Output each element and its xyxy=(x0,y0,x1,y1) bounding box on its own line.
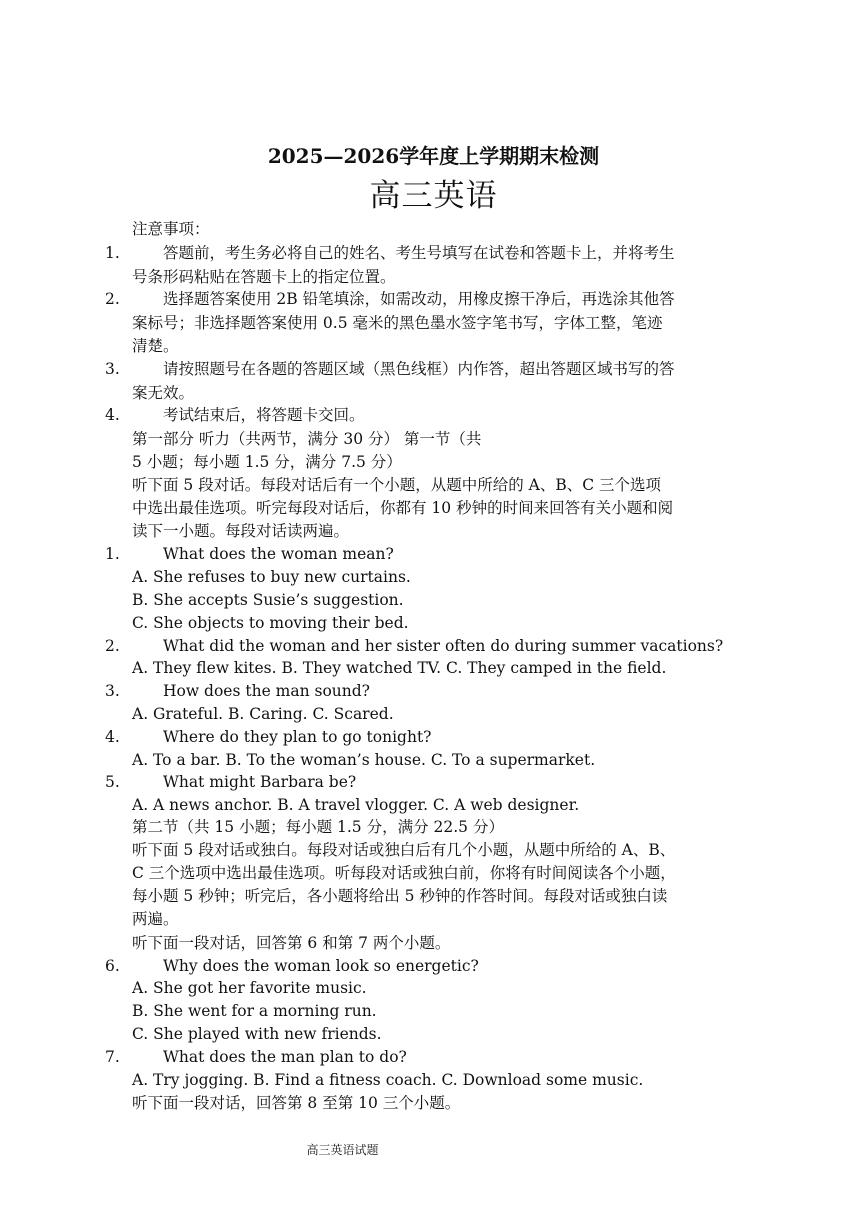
notice-line: 答题前，考生务必将自己的姓名、考生号填写在试卷和答题卡上，并将考生 xyxy=(163,244,675,262)
question-number: 4. xyxy=(105,728,120,746)
question-text: What does the woman mean? xyxy=(163,545,394,563)
question-option: A. Grateful. B. Caring. C. Scared. xyxy=(132,705,394,723)
part1-intro: 中选出最佳选项。听完每段对话后，你都有 10 秒钟的时间来回答有关小题和阅 xyxy=(132,499,674,517)
notice-number: 3. xyxy=(105,360,120,378)
notice-number: 4. xyxy=(105,406,120,424)
part1-intro: 听下面 5 段对话。每段对话后有一个小题，从题中所给的 A、B、C 三个选项 xyxy=(132,476,662,494)
notice-number: 1. xyxy=(105,244,120,262)
question-option: B. She went for a morning run. xyxy=(132,1002,377,1020)
question-number: 7. xyxy=(105,1048,120,1066)
question-option: A. She got her favorite music. xyxy=(132,979,367,997)
page-footer: 高三英语试题 xyxy=(306,1143,379,1157)
question-text: What does the man plan to do? xyxy=(163,1048,407,1066)
part1-heading: 5 小题；每小题 1.5 分，满分 7.5 分） xyxy=(132,453,402,471)
notice-line: 案无效。 xyxy=(132,384,195,402)
part1-heading: 第一部分 听力（共两节，满分 30 分） 第一节（共 xyxy=(132,430,482,448)
exam-title: 2025—2026学年度上学期期末检测 xyxy=(267,144,600,168)
notice-line: 请按照题号在各题的答题区域（黑色线框）内作答，超出答题区域书写的答 xyxy=(163,360,675,378)
part1-intro: 读下一小题。每段对话读两遍。 xyxy=(132,522,350,540)
question-number: 6. xyxy=(105,957,120,975)
part2-intro: 每小题 5 秒钟；听完后，各小题将给出 5 秒钟的作答时间。每段对话或独白读 xyxy=(132,887,668,905)
question-option: B. She accepts Susie’s suggestion. xyxy=(132,591,404,609)
part2-intro: 听下面 5 段对话或独白。每段对话或独白后有几个小题，从题中所给的 A、B、 xyxy=(132,841,676,859)
question-text: Why does the woman look so energetic? xyxy=(163,957,479,975)
question-number: 1. xyxy=(105,545,120,563)
question-option: A. To a bar. B. To the woman’s house. C. To a supermarket. xyxy=(132,751,596,769)
notice-line: 考试结束后，将答题卡交回。 xyxy=(163,406,365,424)
question-number: 3. xyxy=(105,682,120,700)
notice-line: 选择题答案使用 2B 铅笔填涂，如需改动，用橡皮擦干净后，再选涂其他答 xyxy=(163,290,675,308)
question-option: C. She objects to moving their bed. xyxy=(132,614,409,632)
listen-instruction: 听下面一段对话，回答第 6 和第 7 两个小题。 xyxy=(132,934,451,952)
question-text: What did the woman and her sister often do during summer vacations? xyxy=(163,637,724,655)
question-text: What might Barbara be? xyxy=(163,773,357,791)
notice-line: 号条形码粘贴在答题卡上的指定位置。 xyxy=(132,268,396,286)
question-option: C. She played with new friends. xyxy=(132,1025,382,1043)
question-text: Where do they plan to go tonight? xyxy=(163,728,432,746)
part2-heading: 第二节（共 15 小题；每小题 1.5 分，满分 22.5 分） xyxy=(132,818,504,836)
question-option: A. They flew kites. B. They watched TV. C. They camped in the field. xyxy=(132,659,667,677)
part2-intro: 两遍。 xyxy=(132,910,179,928)
exam-subtitle: 高三英语 xyxy=(369,178,498,214)
question-option: A. She refuses to buy new curtains. xyxy=(132,568,411,586)
question-number: 5. xyxy=(105,773,120,791)
question-number: 2. xyxy=(105,637,120,655)
question-text: How does the man sound? xyxy=(163,682,370,700)
listen-instruction: 听下面一段对话，回答第 8 至第 10 三个小题。 xyxy=(132,1094,461,1112)
question-option: A. Try jogging. B. Find a fitness coach. C. Download some music. xyxy=(132,1071,644,1089)
notice-number: 2. xyxy=(105,290,120,308)
notice-heading: 注意事项： xyxy=(132,220,210,238)
notice-line: 案标号；非选择题答案使用 0.5 毫米的黑色墨水签字笔书写，字体工整，笔迹 xyxy=(132,314,663,332)
question-option: A. A news anchor. B. A travel vlogger. C. A web designer. xyxy=(132,796,580,814)
part2-intro: C 三个选项中选出最佳选项。听每段对话或独白前，你将有时间阅读各个小题， xyxy=(132,864,676,882)
notice-line: 清楚。 xyxy=(132,337,179,355)
